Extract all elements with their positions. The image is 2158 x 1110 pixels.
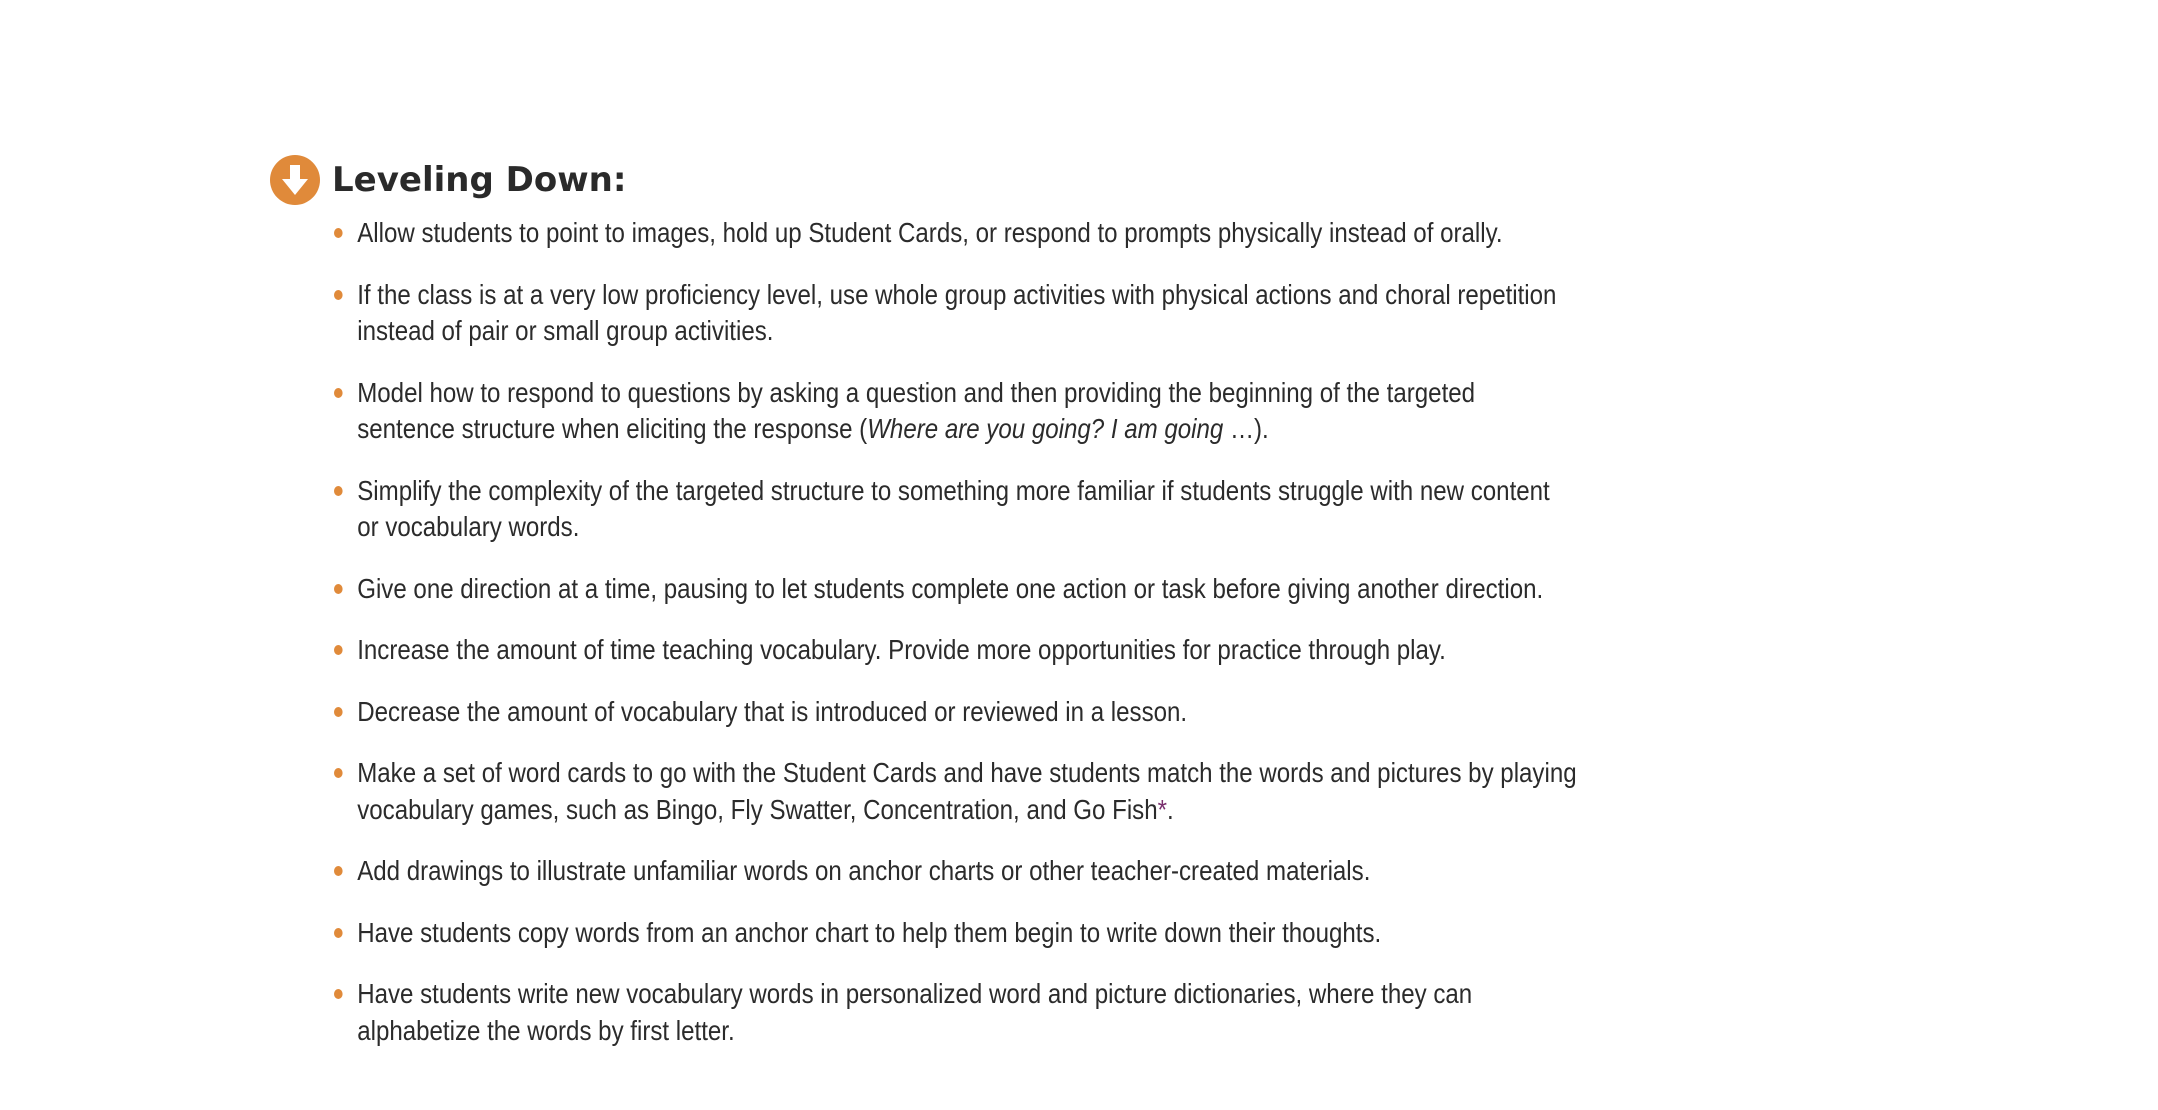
- item-text: Have students copy words from an anchor chart to help them begin to write down their thoughts.: [357, 916, 1382, 948]
- bullet-icon: [334, 768, 343, 778]
- item-text: Simplify the complexity of the targeted structure to something more familiar if students struggle with new content: [357, 474, 1550, 506]
- bullet-icon: [334, 228, 343, 238]
- tips-list: [334, 215, 1770, 1049]
- list-item: [334, 277, 1819, 350]
- list-item: [334, 215, 1819, 252]
- item-text: Have students write new vocabulary words in personalized word and picture dictionaries, where they can: [357, 978, 1473, 1009]
- list-item: [334, 473, 1819, 546]
- footnote-asterisk[interactable]: *: [1157, 793, 1167, 825]
- list-item: [334, 694, 1819, 731]
- item-text-continued: [357, 792, 1819, 829]
- bullet-icon: [334, 989, 343, 999]
- bullet-icon: [334, 928, 343, 938]
- item-text-continued: [357, 411, 1819, 448]
- bullet-icon: [334, 290, 343, 300]
- item-text-continued: alphabetize the words by first letter.: [357, 1014, 735, 1046]
- item-text: Make a set of word cards to go with the Student Cards and have students match the words and pictures by playing: [357, 757, 1577, 788]
- arrow-down-circle-icon: [270, 155, 320, 205]
- bullet-icon: [334, 388, 343, 398]
- bullet-icon: [334, 584, 343, 594]
- item-text: Model how to respond to questions by asking a question and then providing the beginning of the targeted: [357, 376, 1476, 408]
- bullet-icon: [334, 707, 343, 717]
- leveling-down-section: [270, 154, 1770, 1074]
- list-item: [334, 915, 1819, 952]
- item-text-segment: .: [1166, 793, 1174, 825]
- item-text-italic: Where are you going? I am going: [867, 413, 1224, 444]
- list-item: [334, 571, 1819, 608]
- item-text-segment: vocabulary games, such as Bingo, Fly Swatter, Concentration, and Go Fish: [357, 793, 1158, 825]
- item-text: Allow students to point to images, hold up Student Cards, or respond to prompts physically instead of orally.: [357, 217, 1503, 248]
- item-text-segment: …).: [1223, 413, 1269, 444]
- list-item: [334, 976, 1819, 1049]
- item-text: Decrease the amount of vocabulary that is introduced or reviewed in a lesson.: [357, 695, 1188, 727]
- item-text-continued: instead of pair or small group activities.: [357, 315, 774, 346]
- item-text-segment: sentence structure when eliciting the response (: [357, 413, 868, 444]
- bullet-icon: [334, 645, 343, 655]
- bullet-icon: [334, 866, 343, 876]
- list-item: [334, 755, 1819, 828]
- item-text: If the class is at a very low proficiency level, use whole group activities with physical actions and choral repetition: [357, 278, 1557, 310]
- list-item: [334, 375, 1819, 448]
- section-heading: [270, 154, 1770, 206]
- heading-title: Leveling Down:: [332, 160, 627, 200]
- item-text: Increase the amount of time teaching vocabulary. Provide more opportunities for practice through play.: [357, 634, 1446, 665]
- list-item: [334, 632, 1819, 669]
- item-text: Add drawings to illustrate unfamiliar words on anchor charts or other teacher-created materials.: [357, 855, 1371, 886]
- item-text: Give one direction at a time, pausing to let students complete one action or task before giving another direction.: [357, 572, 1544, 604]
- bullet-icon: [334, 486, 343, 496]
- list-item: [334, 853, 1819, 890]
- item-text-continued: or vocabulary words.: [357, 511, 580, 542]
